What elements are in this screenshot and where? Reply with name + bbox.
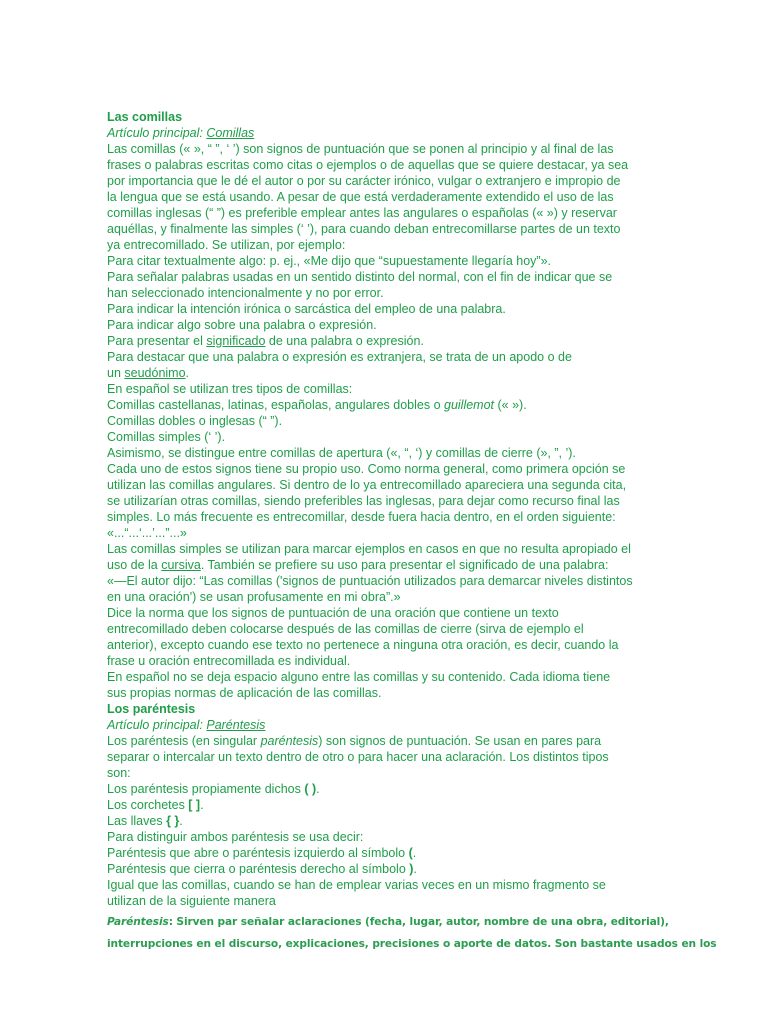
text-span: Las llaves	[107, 814, 167, 828]
italic-guillemot: guillemot	[444, 398, 495, 412]
text-span: un	[107, 366, 125, 380]
text-line	[107, 333, 667, 349]
section-heading-parentesis: Los paréntesis	[107, 702, 196, 716]
main-article-prefix: Artículo principal:	[107, 718, 207, 732]
text-line: En español se utilizan tres tipos de comillas:	[107, 382, 353, 396]
text-line: frase u oración entrecomillada es individual.	[107, 654, 351, 668]
link-significado[interactable]: significado	[206, 334, 266, 348]
text-line: sus propias normas de aplicación de las comillas.	[107, 686, 382, 700]
text-span: Comillas castellanas, latinas, españolas, angulares dobles o	[107, 398, 444, 412]
comillas-paragraph-2	[107, 413, 667, 557]
comillas-paragraph-1	[107, 141, 667, 333]
text-line: Las comillas (« », “ ”, ‘ ’) son signos de puntuación que se ponen al principio y al final de las	[107, 142, 614, 156]
link-comillas[interactable]: Comillas	[206, 126, 255, 140]
symbol-braces: { }	[166, 814, 180, 828]
link-seudonimo[interactable]: seudónimo	[124, 366, 186, 380]
text-span: Los paréntesis (en singular	[107, 734, 261, 748]
text-line: Asimismo, se distingue entre comillas de apertura («, “, ‘) y comillas de cierre (», ”, ’).	[107, 446, 576, 460]
text-line: comillas inglesas (“ ”) es preferible emplear antes las angulares o españolas (« ») y reservar	[107, 206, 617, 220]
footer-text: : Sirven par señalar aclaraciones (fecha, lugar, autor, nombre de una obra, editorial),	[168, 916, 669, 928]
text-line: Las comillas simples se utilizan para marcar ejemplos en casos en que no resulta apropiado el	[107, 542, 631, 556]
italic-parentesis: paréntesis	[260, 734, 319, 748]
text-line	[107, 397, 667, 413]
footer-paragraph	[107, 911, 717, 955]
text-line: aquéllas, y finalmente las simples (‘ ’), para cuando deban entrecomillarse partes de un texto	[107, 222, 621, 236]
text-line: Para indicar la intención irónica o sarcástica del empleo de una palabra.	[107, 302, 506, 316]
text-line: Para destacar que una palabra o expresión es extranjera, se trata de un apodo o de	[107, 350, 572, 364]
text-span: Los paréntesis propiamente dichos	[107, 782, 305, 796]
text-line: Comillas dobles o inglesas (“ ”).	[107, 414, 283, 428]
text-span: .	[413, 862, 417, 876]
section-heading-comillas: Las comillas	[107, 110, 183, 124]
text-line: entrecomillado deben colocarse después de las comillas de cierre (sirva de ejemplo el	[107, 622, 584, 636]
text-line: «—El autor dijo: “Las comillas ('signos de puntuación utilizados para demarcar niveles distintos	[107, 574, 633, 588]
text-line	[107, 557, 667, 573]
text-line: En español no se deja espacio alguno entre las comillas y su contenido. Cada idioma tiene	[107, 670, 611, 684]
text-line: son:	[107, 766, 131, 780]
text-span: . También se prefiere su uso para presentar el significado de una palabra:	[200, 558, 609, 572]
footer-label: Paréntesis	[107, 916, 169, 928]
text-line: simples. Lo más frecuente es entrecomillar, desde fuera hacia dentro, en el orden siguiente:	[107, 510, 616, 524]
footer-line-2: interrupciones en el discurso, explicaciones, precisiones o aporte de datos. Son bastante usados en los	[107, 938, 717, 950]
text-line	[107, 861, 667, 877]
text-line: Para señalar palabras usadas en un sentido distinto del normal, con el fin de indicar que se	[107, 270, 613, 284]
comillas-paragraph-3	[107, 573, 667, 701]
text-span: .	[316, 782, 320, 796]
link-cursiva[interactable]: cursiva	[161, 558, 201, 572]
text-span: de una palabra o expresión.	[265, 334, 424, 348]
document-body	[107, 109, 717, 955]
text-span: Paréntesis que cierra o paréntesis derecho al símbolo	[107, 862, 410, 876]
text-line: se utilizarían otras comillas, siendo preferibles las inglesas, para dejar como recurso final las	[107, 494, 620, 508]
footer-line-1	[107, 911, 667, 933]
main-article-prefix: Artículo principal:	[107, 126, 207, 140]
text-line: utilizan de la siguiente manera	[107, 894, 276, 908]
text-line: «...“...‘...’...”...»	[107, 526, 187, 540]
symbol-brackets: [ ]	[188, 798, 201, 812]
text-span: .	[185, 366, 190, 380]
text-line: Igual que las comillas, cuando se han de emplear varias veces en un mismo fragmento se	[107, 878, 606, 892]
text-line: la lengua que se está usando. A pesar de que está verdaderamente extendido el uso de las	[107, 190, 614, 204]
main-article-line	[107, 125, 667, 141]
text-line: utilizan las comillas angulares. Si dentro de lo ya entrecomillado apareciera una segunda cita,	[107, 478, 627, 492]
text-span: Paréntesis que abre o paréntesis izquierdo al símbolo	[107, 846, 409, 860]
text-line	[107, 781, 667, 797]
text-line: frases o palabras escritas como citas o ejemplos o de aquellas que se quiere destacar, ya sea	[107, 158, 629, 172]
text-line: separar o intercalar un texto dentro de otro o para hacer una aclaración. Los distintos tipos	[107, 750, 609, 764]
text-line: Para citar textualmente algo: p. ej., «Me dijo que “supuestamente llegaría hoy”».	[107, 254, 552, 268]
main-article-line	[107, 717, 667, 733]
text-span: Para presentar el	[107, 334, 207, 348]
text-span: .	[412, 846, 417, 860]
text-span: .	[200, 798, 204, 812]
text-line: Para indicar algo sobre una palabra o expresión.	[107, 318, 377, 332]
text-line	[107, 797, 667, 813]
text-line: Para distinguir ambos paréntesis se usa decir:	[107, 830, 364, 844]
symbol-close-paren: )	[409, 862, 414, 876]
text-line: anterior), excepto cuando ese texto no pertenece a ninguna otra oración, es decir, cuando la	[107, 638, 619, 652]
text-span: uso de la	[107, 558, 162, 572]
symbol-open-paren: (	[408, 846, 413, 860]
text-line: Comillas simples (‘ ’).	[107, 430, 226, 444]
text-line	[107, 733, 667, 749]
text-line: ya entrecomillado. Se utilizan, por ejemplo:	[107, 238, 346, 252]
text-line	[107, 845, 667, 861]
text-line: por importancia que le dé el autor o por su carácter irónico, vulgar o extranjero e impropio de	[107, 174, 621, 188]
text-span: (« »).	[494, 398, 527, 412]
text-line: han seleccionado intencionalmente y no por error.	[107, 286, 384, 300]
link-parentesis[interactable]: Paréntesis	[206, 718, 266, 732]
text-line: Dice la norma que los signos de puntuación de una oración que contiene un texto	[107, 606, 559, 620]
symbol-parentheses: ( )	[304, 782, 317, 796]
text-span: .	[179, 814, 183, 828]
text-line	[107, 813, 667, 829]
text-span: Los corchetes	[107, 798, 189, 812]
text-line: en una oración') se usan profusamente en mi obra”.»	[107, 590, 401, 604]
text-line: Cada uno de estos signos tiene su propio uso. Como norma general, como primera opción se	[107, 462, 626, 476]
text-line	[107, 365, 667, 381]
text-span: ) son signos de puntuación. Se usan en pares para	[318, 734, 602, 748]
